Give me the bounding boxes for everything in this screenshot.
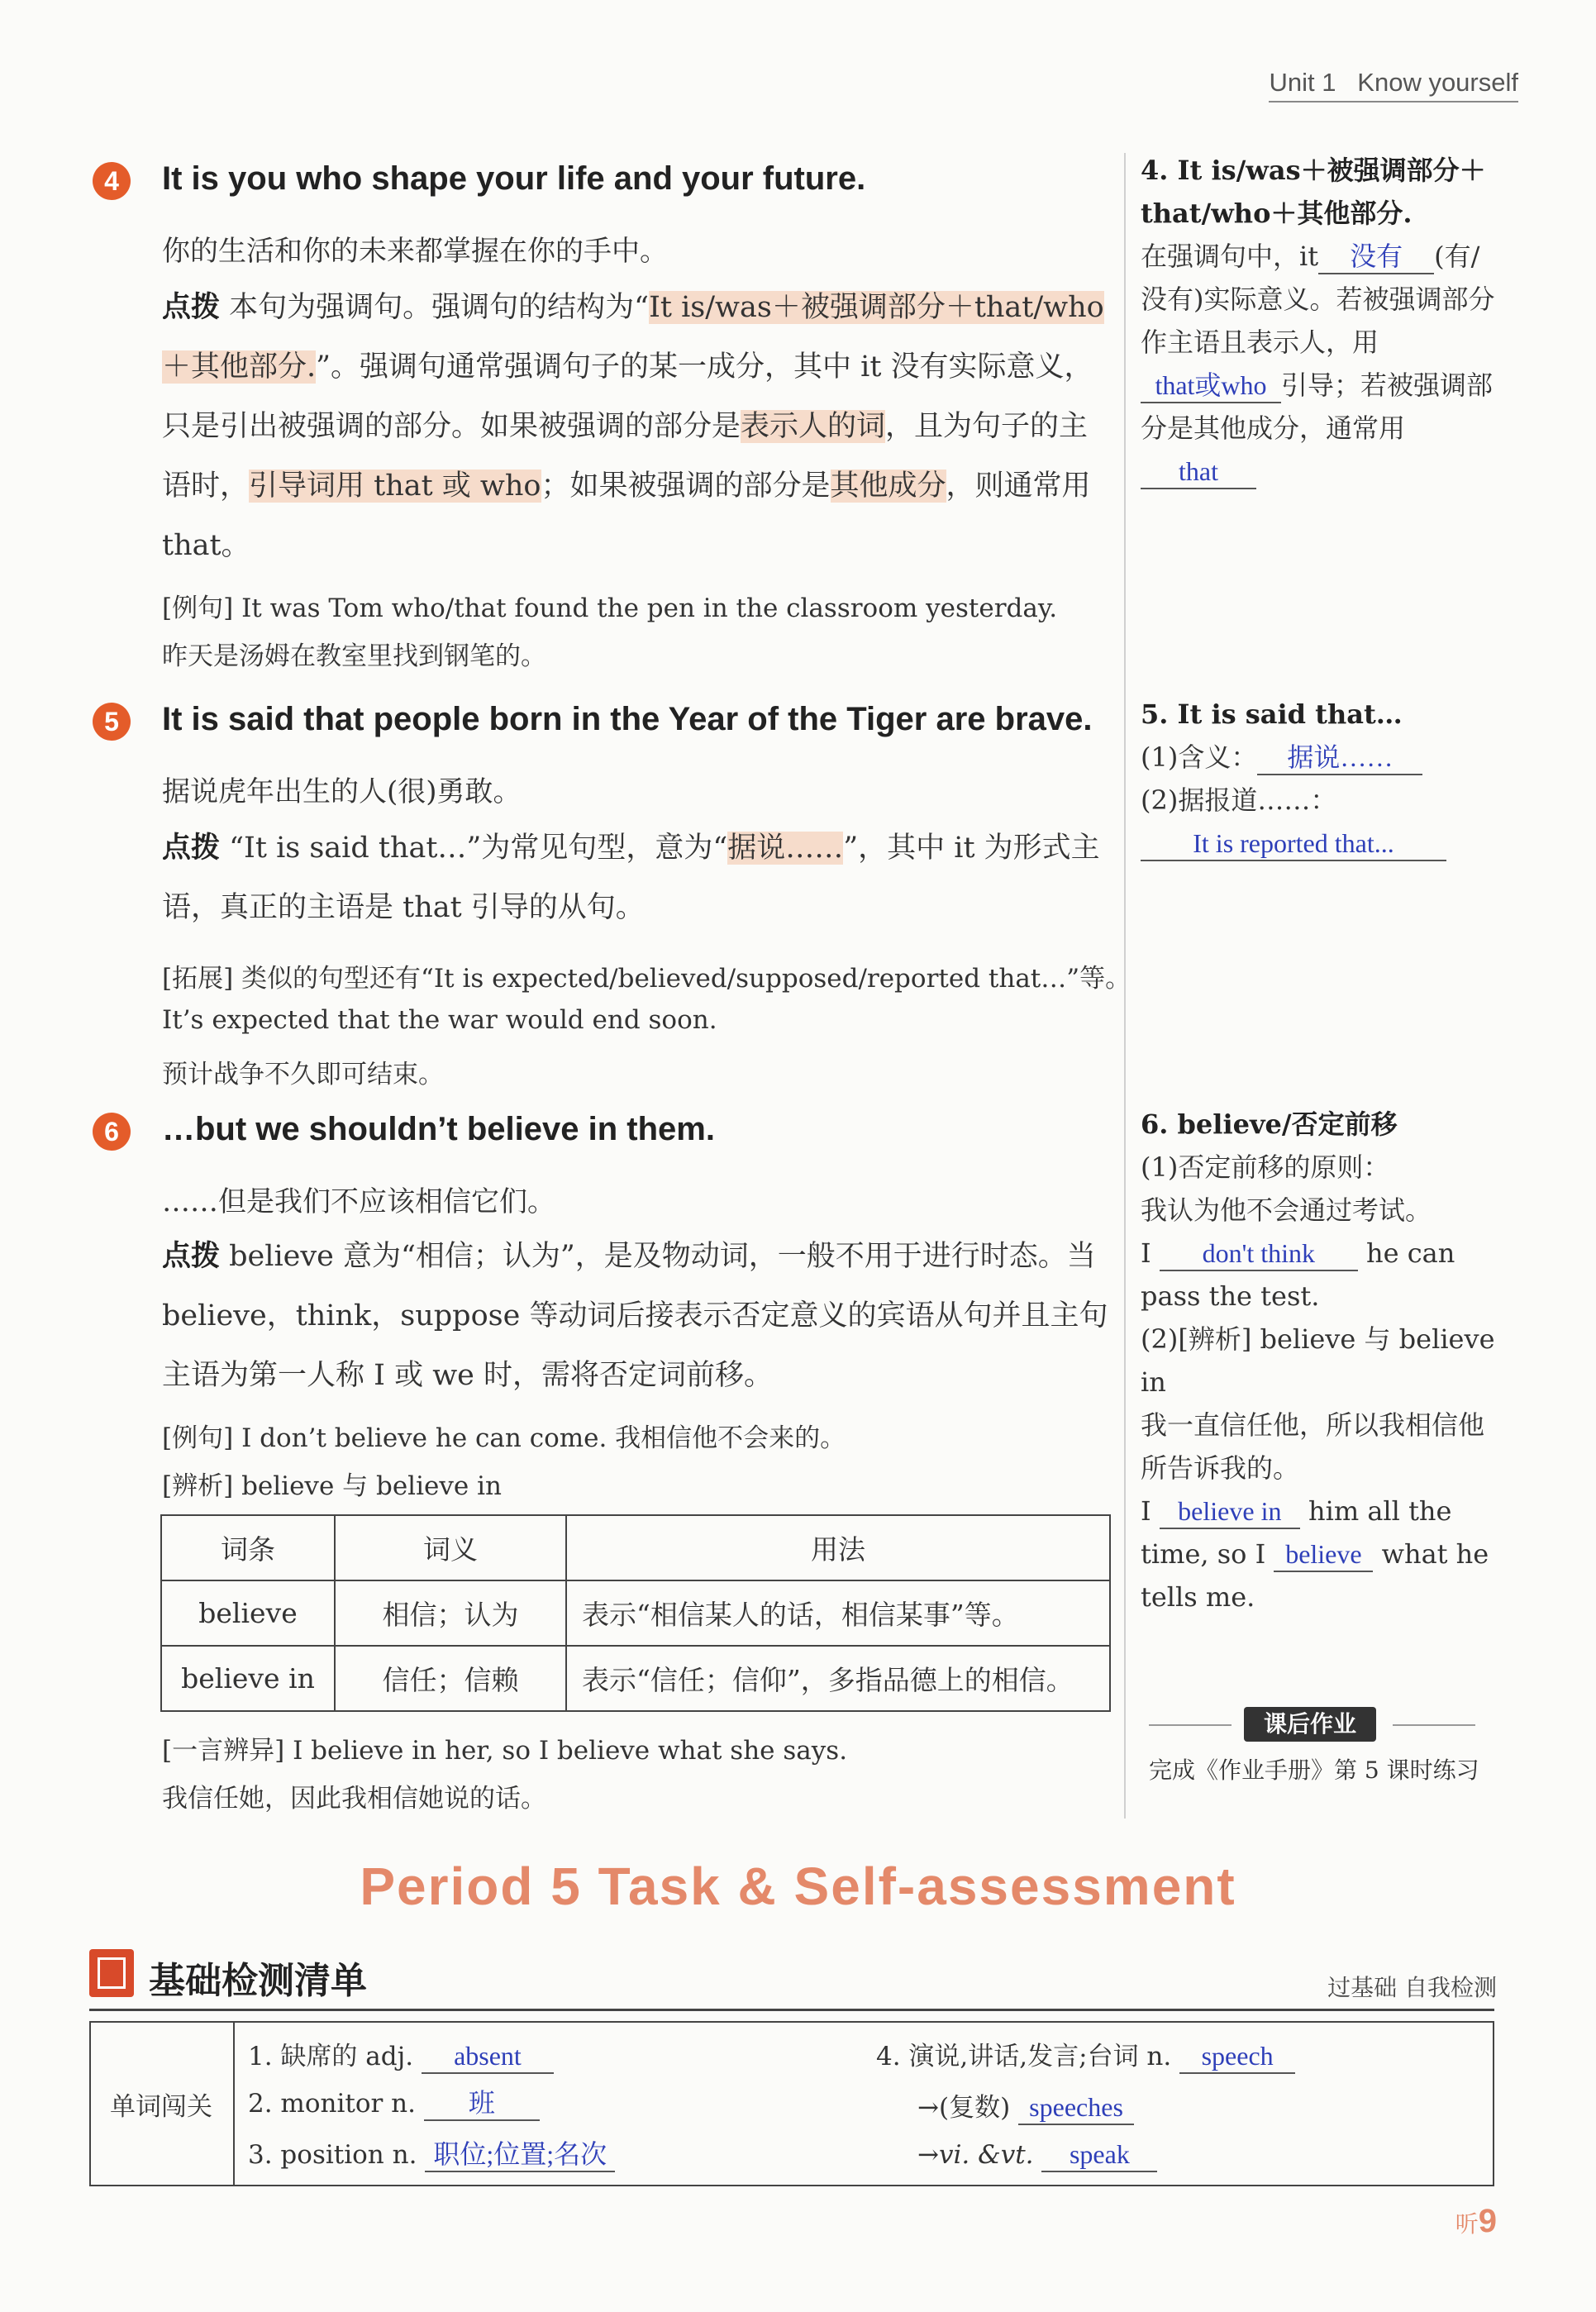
checklist-rule bbox=[89, 2009, 1494, 2011]
example-label: [例句] bbox=[162, 1423, 234, 1453]
homework-line-left bbox=[1149, 1724, 1232, 1726]
answer-blank: speeches bbox=[1018, 2090, 1134, 2125]
tip-label: 点拨 bbox=[162, 1239, 221, 1273]
vocab-item: 1. 缺席的 adj. absent bbox=[248, 2035, 554, 2074]
period-title: Period 5 Task & Self-assessment bbox=[360, 1857, 1236, 1916]
item-number-badge: 4 bbox=[93, 162, 131, 200]
answer-blank: don't think bbox=[1160, 1237, 1358, 1271]
diff-text: believe 与 believe in bbox=[241, 1471, 502, 1501]
answer-blank: 据说…… bbox=[1257, 741, 1422, 775]
side-note-5: 5. It is said that… (1)含义： 据说…… (2)据报道……： It is reported that... bbox=[1141, 693, 1496, 865]
page-number: 听9 bbox=[1455, 2203, 1497, 2239]
item-translation: ……但是我们不应该相信它们。 bbox=[162, 1185, 555, 1218]
vocab-item: 3. position n. 职位;位置;名次 bbox=[248, 2138, 615, 2172]
comparison-table bbox=[160, 1514, 1111, 1712]
answer-blank: 班 bbox=[424, 2086, 540, 2121]
page-header bbox=[1269, 68, 1518, 102]
side-note-6: 6. believe/否定前移 (1)否定前移的原则： 我认为他不会通过考试。 I don't think he can pass the test. (2)[辨析] believe 与 believe in 我一直信任他，所以我相信他所告诉我的。 I believe in him all the time, so I believe what he tells me. bbox=[1141, 1108, 1495, 1613]
answer-blank: that bbox=[1141, 455, 1256, 489]
one-line-diff bbox=[162, 1729, 847, 1766]
example-en: It was Tom who/that found the pen in the classroom yesterday. bbox=[241, 593, 1058, 623]
item-translation: 据说虎年出生的人(很)勇敢。 bbox=[162, 775, 522, 808]
diff-line bbox=[162, 1465, 502, 1502]
answer-blank: 职位;位置;名次 bbox=[425, 2138, 615, 2172]
extension-line bbox=[162, 957, 1131, 994]
checklist-title: 基础检测清单 bbox=[149, 1961, 367, 2001]
one-line-en: I believe in her, so I believe what she says. bbox=[293, 1736, 848, 1766]
item-sentence: It is said that people born in the Year of the Tiger are brave. bbox=[162, 701, 1093, 737]
tip-label: 点拨 bbox=[162, 831, 221, 865]
item-sentence: It is you who shape your life and your future. bbox=[162, 160, 866, 197]
table-cell: believe bbox=[161, 1580, 335, 1646]
table-cell: 信任；信赖 bbox=[335, 1646, 566, 1711]
one-line-label: [一言辨异] bbox=[162, 1736, 285, 1766]
vocab-item: →vi. &vt. speak bbox=[917, 2138, 1157, 2172]
unit-label: Unit 1 bbox=[1269, 68, 1336, 97]
homework-text: 完成《作业手册》第 5 课时练习 bbox=[1149, 1757, 1479, 1784]
extension-zh: 预计战争不久即可结束。 bbox=[162, 1060, 444, 1089]
example-line bbox=[162, 1417, 846, 1454]
side-note-title: 5. It is said that… bbox=[1141, 698, 1403, 730]
homework-banner bbox=[1149, 1707, 1496, 1757]
extension-en: It’s expected that the war would end soon. bbox=[162, 1005, 717, 1035]
table-cell: 表示“相信某人的话，相信某事”等。 bbox=[566, 1580, 1110, 1646]
table-header: 用法 bbox=[566, 1515, 1110, 1580]
vocab-item: 2. monitor n. 班 bbox=[248, 2086, 540, 2121]
side-note-title: 6. believe/否定前移 bbox=[1141, 1108, 1398, 1140]
answer-blank: absent bbox=[422, 2039, 554, 2074]
item-number-badge: 5 bbox=[93, 703, 131, 741]
vocab-item: 4. 演说,讲话,发言;台词 n. speech bbox=[876, 2035, 1295, 2074]
table-header-row bbox=[161, 1515, 1110, 1580]
side-note-title: 4. It is/was＋被强调部分＋that/who＋其他部分. bbox=[1141, 155, 1486, 229]
answer-blank: believe bbox=[1274, 1537, 1373, 1572]
answer-blank: speech bbox=[1179, 2039, 1295, 2074]
answer-blank: It is reported that... bbox=[1141, 827, 1446, 861]
checklist-icon bbox=[89, 1949, 134, 1997]
item-tip: 点拨 believe 意为“相信；认为”，是及物动词，一般不用于进行时态。当 believe，think，suppose 等动词后接表示否定意义的宾语从句并且主句主语为第一人称 I 或 we 时，需将否定词前移。 bbox=[162, 1239, 1108, 1392]
table-header: 词义 bbox=[335, 1515, 566, 1580]
extension-text: 类似的句型还有“It is expected/believed/supposed/reported that…”等。 bbox=[241, 964, 1131, 994]
answer-blank: 没有 bbox=[1318, 240, 1434, 274]
checklist-subtitle: 过基础 自我检测 bbox=[1327, 1974, 1497, 2001]
extension-label: [拓展] bbox=[162, 964, 234, 994]
answer-blank: speak bbox=[1041, 2138, 1157, 2172]
item-number-badge: 6 bbox=[93, 1113, 131, 1151]
homework-badge: 课后作业 bbox=[1244, 1707, 1376, 1742]
table-row bbox=[161, 1646, 1110, 1711]
item-translation: 你的生活和你的未来都掌握在你的手中。 bbox=[162, 235, 668, 268]
table-cell: 相信；认为 bbox=[335, 1580, 566, 1646]
example-zh: 昨天是汤姆在教室里找到钢笔的。 bbox=[162, 641, 546, 671]
answer-blank: that或who bbox=[1141, 369, 1281, 403]
item-tip: 点拨 “It is said that…”为常见句型，意为“据说……”，其中 it 为形式主语，真正的主语是 that 引导的从句。 bbox=[162, 831, 1100, 924]
one-line-zh: 我信任她，因此我相信她说的话。 bbox=[162, 1784, 546, 1814]
side-note-4: 4. It is/was＋被强调部分＋that/who＋其他部分. 在强调句中，it 没有 (有/没有)实际意义。若被强调部分作主语且表示人，用that或who 引导；若被强调部分是其他成分，通常用that bbox=[1141, 149, 1496, 493]
table-header: 词条 bbox=[161, 1515, 335, 1580]
vocab-box-label: 单词闯关 bbox=[89, 2021, 235, 2186]
diff-label: [辨析] bbox=[162, 1471, 234, 1501]
example-text: I don’t believe he can come. 我相信他不会来的。 bbox=[241, 1423, 846, 1453]
item-sentence: …but we shouldn’t believe in them. bbox=[162, 1111, 715, 1147]
example-label: [例句] bbox=[162, 593, 234, 623]
homework-line-right bbox=[1393, 1724, 1475, 1726]
table-cell: believe in bbox=[161, 1646, 335, 1711]
example-line bbox=[162, 587, 1057, 624]
vocab-item: →(复数) speeches bbox=[917, 2086, 1134, 2125]
unit-title: Know yourself bbox=[1357, 68, 1518, 97]
item-tip: 点拨 本句为强调句。强调句的结构为“It is/was＋被强调部分＋that/who＋其他部分.”。强调句通常强调句子的某一成分，其中 it 没有实际意义，只是引出被强调的部分。如果被强调的部分是表示人的词，且为句子的主语时，引导词用 that 或 who；如果被强调的部分是其他成分，则通常用 that。 bbox=[162, 290, 1104, 562]
tip-label: 点拨 bbox=[162, 290, 221, 324]
table-cell: 表示“信任；信仰”，多指品德上的相信。 bbox=[566, 1646, 1110, 1711]
answer-blank: believe in bbox=[1160, 1494, 1300, 1529]
table-row bbox=[161, 1580, 1110, 1646]
